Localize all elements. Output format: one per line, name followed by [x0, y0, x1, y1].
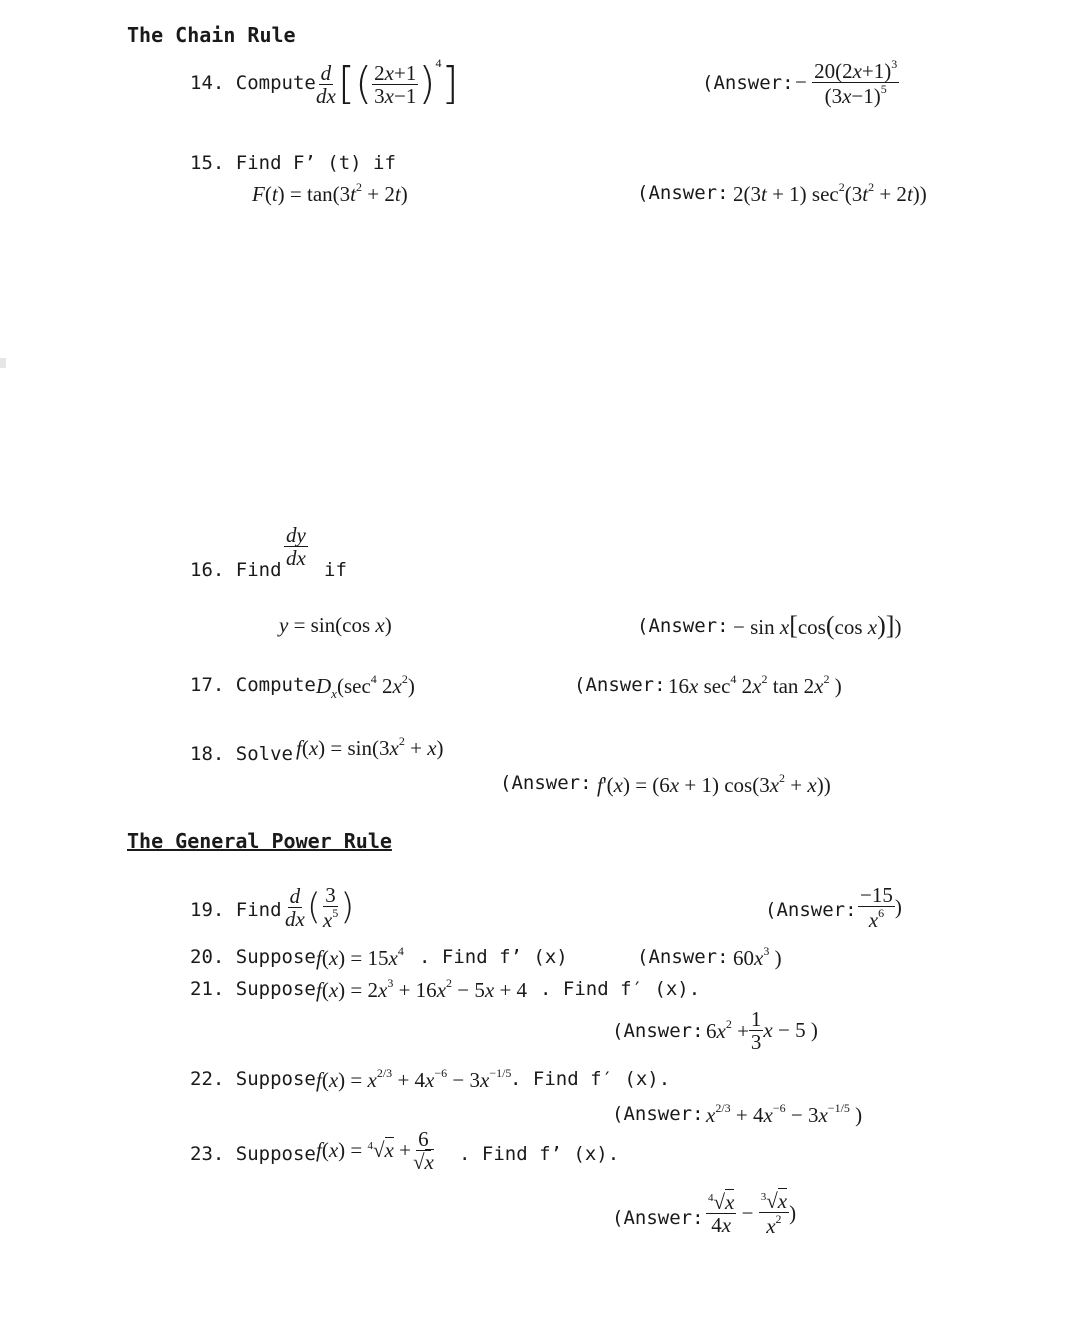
problem-22-expression: $f(x) = x^{2/3} + 4x^{-6} - 3x^{-1/5}$	[316, 1066, 512, 1092]
problem-23-expression: f(x) = $^4$√x + $\frac{6}{√x}$	[316, 1127, 434, 1175]
problem-21-answer-label: (Answer:	[612, 1020, 704, 1042]
problem-18-answer: f'(x) = (6x + 1) $\cos(3x^2 + x)$)	[597, 771, 831, 797]
problem-19-label: 19. Find	[190, 899, 282, 921]
problem-17-answer: 16x $\sec^4 2x^2$ $\tan 2x^2$ )	[668, 672, 842, 698]
page-edge-mark	[0, 358, 6, 368]
problem-21-answer: $6x^2$ + $\frac{1}{3}$ x − 5 )	[706, 1007, 818, 1055]
problem-16-dydx: $\frac{dy}{dx}$	[286, 523, 306, 571]
problem-23-label: 23. Suppose	[190, 1143, 316, 1165]
problem-18-label: 18. Solve	[190, 743, 293, 765]
problem-17-expression: $D_x(\sec^4$ $2x^2$)	[316, 672, 415, 702]
problem-16-label-if: if	[324, 559, 347, 581]
problem-14-expression: $\frac{d}{dx}$ [( $\frac{2x+1}{3x-1}$ )$^4$]	[316, 56, 459, 110]
problem-18-answer-label: (Answer:	[500, 772, 592, 794]
problem-14-answer-label: (Answer:	[702, 72, 794, 94]
problem-16-label-find: 16. Find	[190, 559, 282, 581]
problem-18-expression: $f(x) = \sin(3x^2 + x)$	[296, 734, 444, 760]
problem-15-answer-label: (Answer:	[637, 182, 729, 204]
problem-22-answer-label: (Answer:	[612, 1103, 704, 1125]
problem-21-expression: $f(x) = 2x^3 + 16x^2 - 5x + 4$	[316, 976, 528, 1002]
problem-22-answer: $x^{2/3} + 4x^{-6} - 3x^{-1/5}$ )	[706, 1101, 863, 1127]
problem-17-label: 17. Compute	[190, 674, 316, 696]
problem-16-expression: y = sin(cos x)	[279, 613, 392, 637]
problem-16-answer: − sin x[cos(cos x)])	[733, 611, 902, 640]
problem-14-label: 14. Compute	[190, 72, 316, 94]
problem-19-answer-label: (Answer:	[765, 899, 857, 921]
section-heading-general-power-rule: The General Power Rule	[127, 829, 392, 853]
problem-21-find: . Find f′ (x).	[540, 978, 701, 1000]
problem-23-answer-label: (Answer:	[612, 1207, 704, 1229]
problem-22-find: . Find f′ (x).	[510, 1068, 671, 1090]
problem-14-answer: − $\frac{20(2x+1)^3}{(3x-1)^5}$	[795, 57, 898, 109]
problem-16-answer-label: (Answer:	[637, 615, 729, 637]
problem-20-expression: $f(x) = 15x^4$	[316, 944, 404, 970]
problem-15-expression: $F(t) = \tan(3t^2 + 2t)$	[252, 180, 408, 206]
problem-19-answer: $\frac{-15}{x^6}$ )	[860, 883, 902, 933]
problem-19-expression: $\frac{d}{dx}$ ( $\frac{3}{x^5}$ )	[285, 883, 355, 933]
problem-20-answer: $60x^3$ )	[733, 944, 782, 970]
section-heading-chain-rule: The Chain Rule	[127, 23, 296, 47]
problem-21-label: 21. Suppose	[190, 978, 316, 1000]
problem-23-answer: $\frac{^4√x}{4x}$ − $\frac{^3√x}{x^2}$ )	[708, 1189, 797, 1239]
problem-20-label: 20. Suppose	[190, 946, 316, 968]
problem-20-find: . Find f’ (x)	[419, 946, 568, 968]
problem-23-find: . Find f’ (x).	[459, 1143, 620, 1165]
problem-20-answer-label: (Answer:	[637, 946, 729, 968]
problem-22-label: 22. Suppose	[190, 1068, 316, 1090]
problem-15-label: 15. Find F’ (t) if	[190, 152, 396, 174]
problem-15-answer: 2(3t + 1) $\sec^2(3t^2 + 2t)$)	[733, 180, 927, 206]
problem-17-answer-label: (Answer:	[574, 674, 666, 696]
